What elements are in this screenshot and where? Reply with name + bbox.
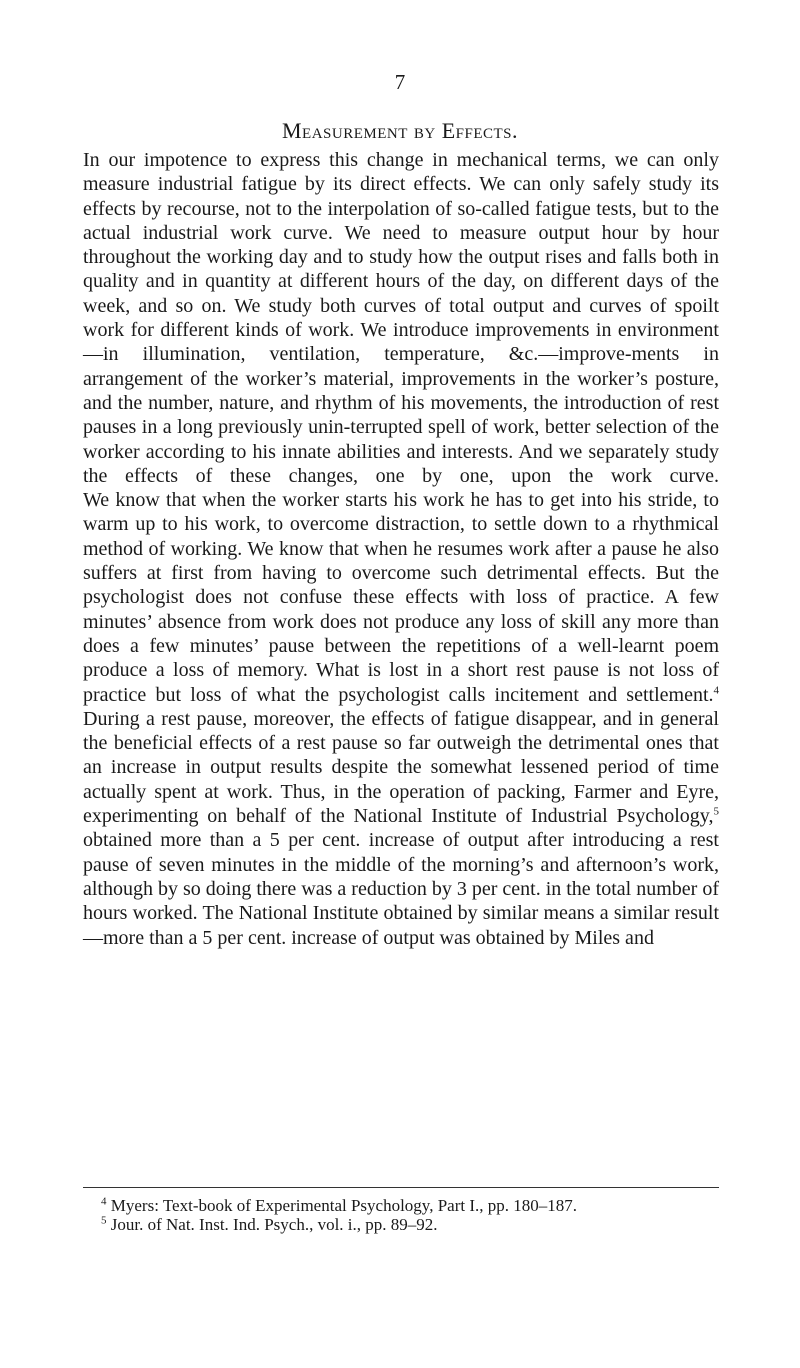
paragraph-3-text-before: During a rest pause, moreover, the effects of fatigue disappear, and in general the beneficial effects of a rest pause so far outweigh the detrimental ones that an increase in output results despite the somewhat lessened period of time actually spent at work. Thus, in the operation of packing, Farmer and Eyre, experimenting on behalf of the National Institute of Industrial Psychology,	[83, 707, 719, 828]
footnote-divider	[83, 1187, 719, 1188]
paragraph-3	[83, 707, 719, 950]
paragraph-3-text-after: obtained more than a 5 per cent. increase of output after introducing a rest pause of seven minutes in the middle of the morning’s and afternoon’s work, although by so doing there was a reduction by 3 per cent. in the total number of hours worked. The National Institute obtained by similar means a similar result—more than a 5 per cent. increase of output was obtained by Miles and	[83, 829, 719, 949]
footnote-mark-5: 5	[101, 1214, 107, 1227]
paragraph-2	[83, 488, 719, 707]
footnote-4-text: Myers: Text-book of Experimental Psychology, Part I., pp. 180–187.	[106, 1196, 577, 1215]
paragraph-1	[83, 148, 719, 488]
paragraph-1-text: In our impotence to express this change in mechanical terms, we can only measure industrial fatigue by its direct effects. We can only safely study its effects by recourse, not to the interpolation of so-called fatigue tests, but to the actual industrial work curve. We need to measure output hour by hour throughout the working day and to study how the output rises and falls both in quality and in quantity at different hours of the day, on different days of the week, and so on. We study both curves of total output and curves of spoilt work for different kinds of work. We introduce improvements in environment—in illumination, ventilation, temperature, &c.—improve-ments in arrangement of the worker’s material, improvements in the worker’s posture, and the number, nature, and rhythm of his movements, the introduction of rest pauses in a long previously unin-terrupted spell of work, better selection of the worker according to his innate abilities and interests. And we separately study the effects of these changes, one by one, upon the work curve.	[83, 149, 719, 487]
footnote-5-text: Jour. of Nat. Inst. Ind. Psych., vol. i., pp. 89–92.	[106, 1215, 438, 1234]
footnote-5	[83, 1215, 719, 1234]
body-text	[83, 148, 719, 950]
footnote-mark-4: 4	[101, 1195, 107, 1208]
footnote-ref-4[interactable]: 4	[713, 683, 719, 696]
paragraph-2-text: We know that when the worker starts his work he has to get into his stride, to warm up to his work, to overcome distraction, to settle down to a rhythmical method of working. We know that when he resumes work after a pause he also suffers at first from having to overcome such detrimental effects. But the psychologist does not confuse these effects with loss of practice. A few minutes’ absence from work does not produce any loss of skill any more than does a few minutes’ pause between the repetitions of a well-learnt poem produce a loss of memory. What is lost in a short rest pause is not loss of practice but loss of what the psychologist calls incitement and settlement.	[83, 489, 719, 706]
footnotes	[83, 1196, 719, 1234]
footnote-4	[83, 1196, 719, 1215]
footnote-ref-5[interactable]: 5	[713, 805, 719, 818]
section-heading: Measurement by Effects.	[281, 118, 519, 143]
page-number: 7	[394, 70, 406, 94]
